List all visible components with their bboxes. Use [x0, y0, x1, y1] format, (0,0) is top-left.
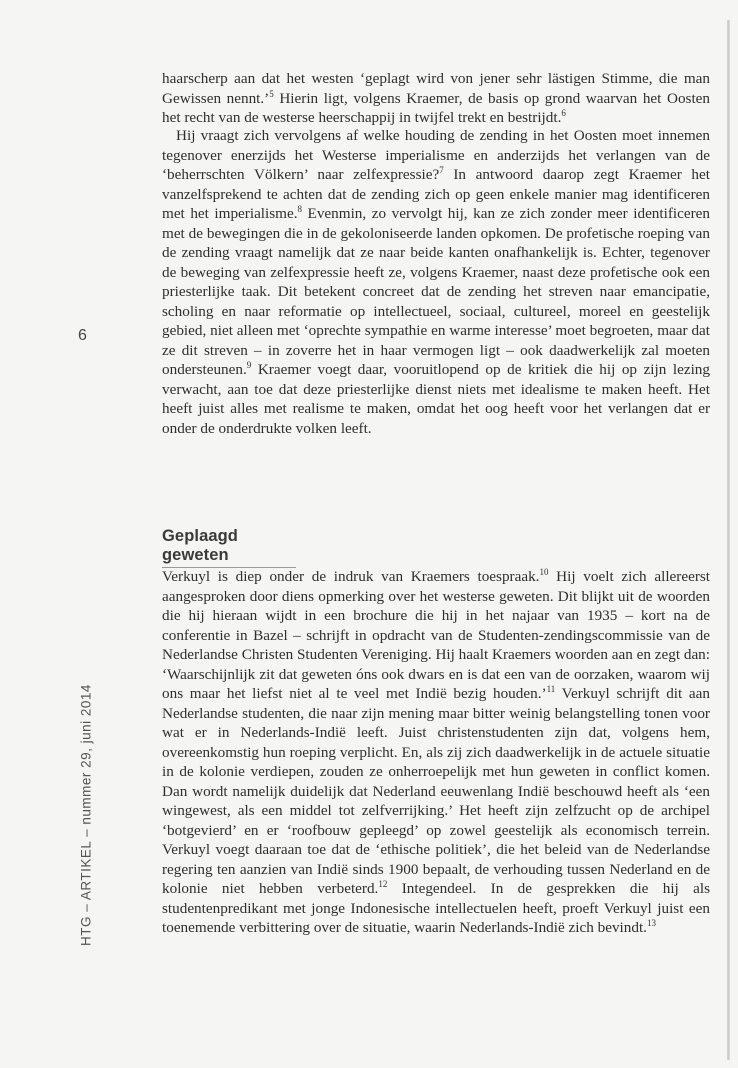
text-run: Evenmin, zo vervolgt hij, kan ze zich zonder meer identificeren met de bewegingen die in de gekoloniseerde landen opkomen. De profetische roeping van de zending vraagt namelijk dat ze naar beide kanten onafhankelijk is. Echter, tegenover de beweging van zelfexpressie heeft ze, volgens Kraemer, naast deze profetische ook een priesterlijke taak. Dit betekent concreet dat de zending het streven naar emancipatie, scholing en naar reformatie op intellectueel, sociaal, cultureel, moreel en geestelijk gebied, niet alleen met ‘oprechte sympathie en warme interesse’ moet begroeten, maar dat ze dit streven – in zoverre het in haar vermogen ligt – ook daadwerkelijk zal moeten ondersteunen. — [162, 205, 710, 378]
footnote-ref: 13 — [646, 918, 656, 928]
text-run: Verkuyl is diep onder de indruk van Kraemers toespraak. — [162, 568, 540, 585]
section-heading: Geplaagd geweten — [162, 527, 296, 568]
paragraph-2 — [162, 126, 710, 438]
text-run: Kraemer voegt daar, vooruitlopend op de kritiek die hij op zijn lezing verwacht, aan toe dat deze priesterlijke dienst niets met idealisme te maken heeft. Het heeft juist alles met realisme te maken, omdat het oog heeft voor het verlangen dat er onder de onderdrukte volken leeft. — [162, 361, 710, 437]
text-run: Integendeel. In de gesprekken die hij als studentenpredikant met jonge Indonesische intellectuelen heeft, proeft Verkuyl juist een toenemende verbittering over de situatie, waarin Nederlands-Indië zich bevindt. — [162, 880, 710, 936]
footnote-ref: 5 — [269, 88, 274, 99]
footnote-ref: 12 — [378, 879, 388, 889]
paragraph-3 — [162, 567, 710, 938]
page-edge-shadow — [727, 20, 730, 1060]
text-run: Hierin ligt, volgens Kraemer, de basis op grond waarvan het Oosten het recht van de westerse heerschappij in twijfel trekt en bestrijdt. — [162, 89, 711, 126]
footnote-ref: 6 — [561, 108, 566, 118]
footnote-ref: 10 — [539, 567, 549, 577]
footnote-ref: 11 — [546, 684, 556, 694]
text-run: Hij voelt zich allereerst aangesproken door diens opmerking over het westerse geweten. Dit blijkt uit de woorden die hij hieraan wijdt in een brochure die hij in het najaar van 1935 – kort na de conferentie in Bazel – schrijft in opdracht van de Studenten-zendingscommissie van de Nederlandse Christen Studenten Vereniging. Hij haalt Kraemers woorden aan en zegt dan: ‘Waarschijnlijk zit dat geweten óns ook dwars en is dat een van de oorzaken, waarom wij ons maar het liefst niet al te veel met Indië bezig houden.’ — [162, 568, 711, 702]
text-run: Verkuyl schrijft dit aan Nederlandse studenten, die naar zijn mening maar bitter weinig belangstelling tonen voor wat er in Nederlands-Indië leeft. Juist christenstudenten zijn dat, volgens hem, overeenkomstig hun roeping verplicht. En, als zij zich daadwerkelijk in de actuele situatie in de kolonie verdiepen, zouden ze onherroepelijk met hun geweten in conflict komen. Dan wordt namelijk duidelijk dat Nederland eeuwenlang Indië beschouwd heeft als ‘een wingewest, als een middel tot zelfverrijking.’ Het heeft zijn zelfzucht op de archipel ‘botgevierd’ en er ‘roofbouw gepleegd’ op zowel geestelijk als economisch terrein. Verkuyl voegt daaraan toe dat de ‘ethische politiek’, die het beleid van de Nederlandse regering ten aanzien van Indië sinds 1900 bepaalt, de verhouding tussen Nederland en de kolonie niet hebben verbeterd. — [162, 685, 711, 897]
page-number: 6 — [78, 327, 87, 344]
text-run: haarscherp aan dat het westen ‘geplagt wird von jener sehr lästigen Stimme, die man Gewissen nennt.’ — [162, 70, 710, 107]
footnote-ref: 8 — [297, 204, 303, 214]
footnote-ref: 9 — [246, 360, 252, 370]
running-head: HTG – ARTIKEL – nummer 29, juni 2014 — [78, 684, 94, 946]
footnote-ref: 7 — [439, 165, 444, 175]
paragraph-1 — [162, 69, 710, 128]
text-run: In antwoord daarop zegt Kraemer het vanzelfsprekend te achten dat de zending zich op geen enkele manier mag identificeren met het imperialisme. — [162, 166, 710, 222]
text-run: Hij vraagt zich vervolgens af welke houding de zending in het Oosten moet innemen tegenover enerzijds het Westerse imperialisme en anderzijds het verlangen van de ‘beherrschten Völkern’ naar zelfexpressie? — [162, 127, 710, 183]
